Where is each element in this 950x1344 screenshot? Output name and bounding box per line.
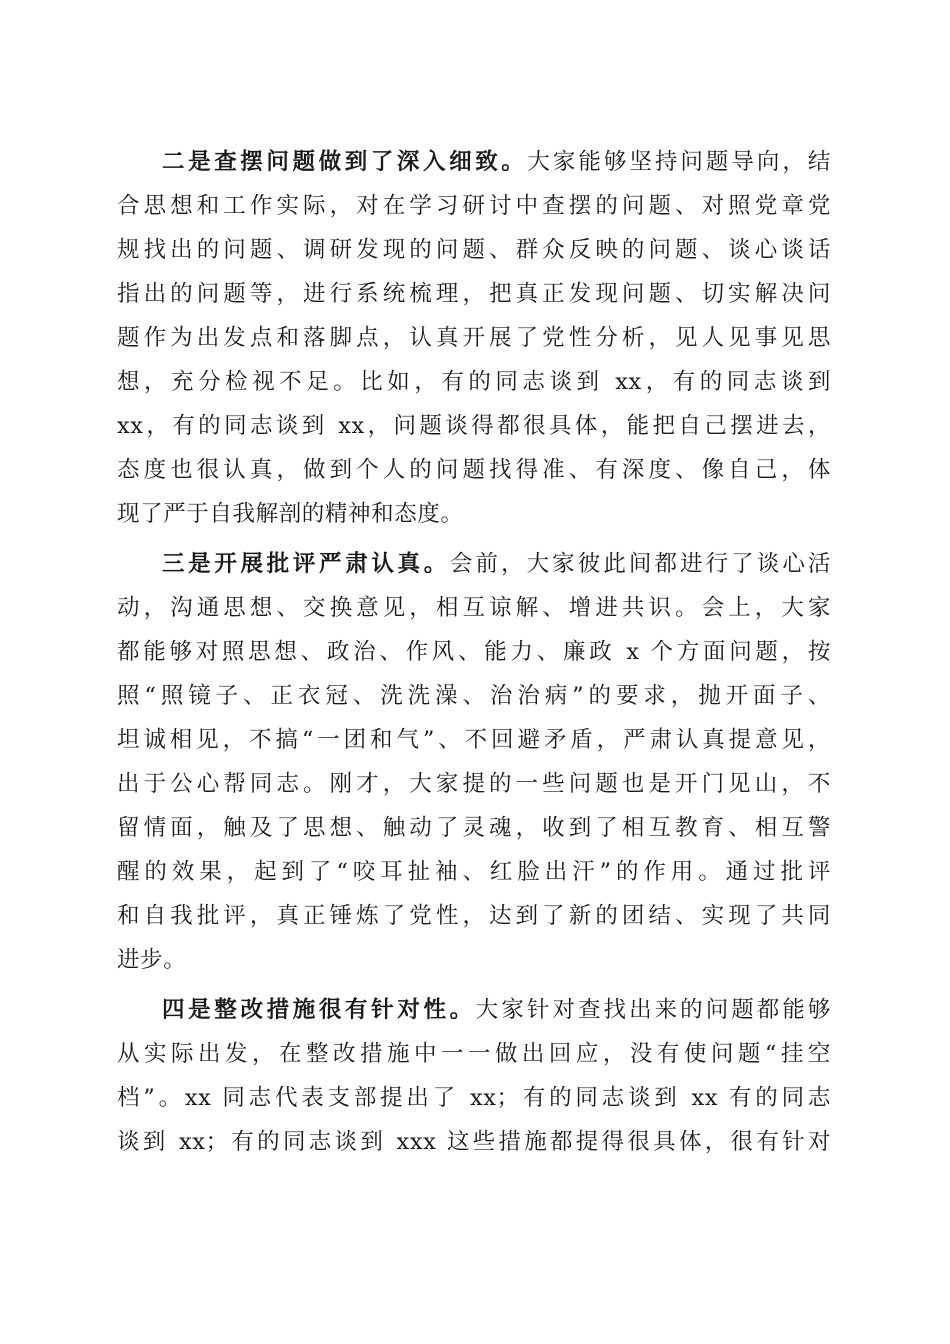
paragraph-line: 题作为出发点和落脚点，认真开展了党性分析，见人见事见思 [117, 325, 831, 351]
paragraph-first-line [117, 140, 831, 184]
paragraph-lead-heading: 三是开展批评严肃认真。 [162, 551, 450, 577]
paragraph-first-line [117, 542, 831, 586]
paragraph-line: 指出的问题等，进行系统梳理，把真正发现问题、切实解决问 [117, 281, 831, 307]
paragraph-line: 规找出的问题、调研发现的问题、群众反映的问题、谈心谈话 [117, 237, 831, 263]
paragraph-problem-finding [117, 140, 831, 536]
paragraph-line: 和自我批评，真正锤炼了党性，达到了新的团结、实现了共同 [117, 903, 831, 929]
paragraph-rectification [117, 988, 831, 1164]
paragraph-line: 进步。 [117, 947, 187, 973]
paragraph-line: 都能够对照思想、政治、作风、能力、廉政 x 个方面问题，按 [117, 639, 831, 665]
paragraph-lead-heading: 四是整改措施很有针对性。 [162, 997, 476, 1023]
paragraph-line: 档”。xx 同志代表支部提出了 xx；有的同志谈到 xx 有的同志 [117, 1085, 831, 1111]
paragraph-text: 会前，大家彼此间都进行了谈心活 [449, 551, 831, 577]
paragraph-line: 态度也很认真，做到个人的问题找得准、有深度、像自己，体 [117, 457, 831, 483]
paragraph-first-line [117, 988, 831, 1032]
paragraph-line: 现了严于自我解剖的精神和态度。 [117, 501, 464, 527]
paragraph-line: 留情面，触及了思想、触动了灵魂，收到了相互教育、相互警 [117, 815, 831, 841]
paragraph-line: 照“照镜子、正衣冠、洗洗澡、治治病”的要求，抛开面子、 [117, 683, 831, 709]
paragraph-line: 想，充分检视不足。比如，有的同志谈到 xx，有的同志谈到 [117, 369, 831, 395]
paragraph-line: 醒的效果，起到了“咬耳扯袖、红脸出汗”的作用。通过批评 [117, 859, 831, 885]
document-body [117, 140, 831, 1170]
paragraph-line: 出于公心帮同志。刚才，大家提的一些问题也是开门见山，不 [117, 771, 831, 797]
paragraph-line: 从实际出发，在整改措施中一一做出回应，没有使问题“挂空 [117, 1041, 831, 1067]
paragraph-lead-heading: 二是查摆问题做到了深入细致。 [162, 149, 528, 175]
paragraph-line: xx，有的同志谈到 xx，问题谈得都很具体，能把自己摆进去， [117, 413, 831, 439]
paragraph-criticism [117, 542, 831, 982]
paragraph-text: 大家针对查找出来的问题都能够 [475, 997, 831, 1023]
paragraph-line: 动，沟通思想、交换意见，相互谅解、增进共识。会上，大家 [117, 595, 831, 621]
paragraph-text: 大家能够坚持问题导向，结 [527, 149, 831, 175]
paragraph-line: 坦诚相见，不搞“一团和气”、不回避矛盾，严肃认真提意见， [117, 727, 831, 753]
paragraph-line: 合思想和工作实际，对在学习研讨中查摆的问题、对照党章党 [117, 193, 831, 219]
paragraph-line: 谈到 xx；有的同志谈到 xxx 这些措施都提得很具体，很有针对 [117, 1129, 831, 1155]
